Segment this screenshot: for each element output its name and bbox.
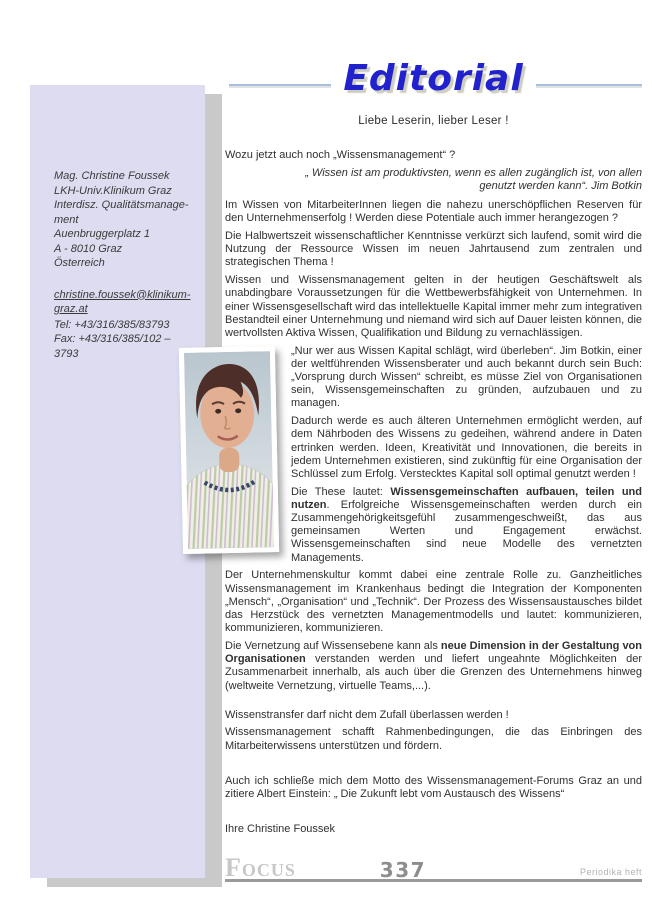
page-footer (225, 850, 642, 882)
article-body (225, 149, 642, 836)
journal-name: Focus (225, 853, 296, 883)
main-column (225, 0, 642, 882)
paragraph: Die Halbwertszeit wissenschaftlicher Kenntnisse verkürzt sich laufend, somit wird die Nutzung der Ressource Wissen im neuen Jahrtausend zum zentralen und strategischen Thema ! (225, 230, 642, 269)
paragraph: Wissensmanagement schafft Rahmenbedingungen, die das Einbringen des Mitarbeiterwissens unterstützen und fördern. (225, 726, 642, 752)
paragraph: Wissen und Wissensmanagement gelten in der heutigen Geschäftswelt als unabdingbare Voraussetzungen für die Wettbewerbsfähigkeit von Unternehmen. In einer Wissensgesellschaft wird das intellektuelle Kapital immer mehr zum integrativen Bestandteil einer Unternehmung und niemand wird sich auf Dauer leisten können, die wertvollsten Aktiva Wissen, Qualifikation und Bildung zu vernachlässigen. (225, 274, 642, 339)
author-fax: Fax: +43/316/385/102 – 3793 (54, 333, 171, 360)
paragraph: „ Wissen ist am produktivsten, wenn es allen zugänglich ist, von allen genutzt werden kann“. Jim Botkin (305, 166, 642, 192)
salutation: Liebe Leserin, lieber Leser ! (358, 115, 509, 127)
masthead (225, 57, 642, 105)
paragraph: Die These lautet: Wissensgemeinschaften aufbauen, teilen und nutzen. Erfolgreiche Wissensgemeinschaften werden durch ein Zusammengehörigkeitsgefühl zusammengeschweißt, das aus gemeinsamen Werten und Engagement erwächst. Wissensgemeinschaften sind neue Modelle des vernetzten Managements. (291, 485, 642, 564)
page-number: 337 (379, 858, 427, 883)
paragraph: Wissenstransfer darf nicht dem Zufall überlassen werden ! (225, 708, 509, 721)
author-info: Mag. Christine Foussek LKH-Univ.Klinikum Graz Interdisz. Qualitätsmanage- ment Auenbruggerplatz 1 A - 8010 Graz Österreich (54, 170, 189, 269)
author-photo (179, 346, 279, 554)
paragraph: Wozu jetzt auch noch „Wissensmanagement“ ? (225, 149, 456, 161)
page-title: Editorial (331, 57, 535, 101)
issue-label: Periodika heft (579, 867, 642, 878)
author-email-link[interactable]: christine.foussek@klinikum-graz.at (54, 288, 191, 315)
author-phone: Tel: +43/316/385/83793 (54, 318, 170, 331)
paragraph: Auch ich schließe mich dem Motto des Wissensmanagement-Forums Graz an und zitiere Albert Einstein: „ Die Zukunft lebt vom Austausch des Wissens“ (225, 774, 642, 801)
portrait-illustration (184, 351, 274, 549)
paragraph: Im Wissen von MitarbeiterInnen liegen die nahezu unerschöpflichen Reserven für den Unternehmenserfolg ! Werden diese Potentiale auch immer herangezogen ? (225, 199, 642, 225)
author-sidebar (30, 85, 205, 878)
paragraph: Dadurch werde es auch älteren Unternehmen ermöglicht werden, auf dem Nährboden des Wissens zu gedeihen, während andere in Daten ertrinken werden. Ideen, Kreativität und Innovationen, die bereits in jedem Unternehmen existieren, sind zukünftig für eine Organisation der Schlüssel zum Erfolg. Verstecktes Kapital soll optimal genutzt werden ! (291, 415, 642, 480)
paragraph: „Nur wer aus Wissen Kapital schlägt, wird überleben“. Jim Botkin, einer der weltführenden Wissensberater und auch bekannt durch sein Buch: „Vorsprung durch Wissen“ schreibt, es müsse Ziel von Organisationen sein, Wissensgemeinschaften zu gründen, aufzubauen und zu managen. (291, 344, 642, 410)
paragraph: Ihre Christine Foussek (225, 823, 336, 836)
paragraph: Die Vernetzung auf Wissensebene kann als neue Dimension in der Gestaltung von Organisationen verstanden werden und liefert ungeahnte Möglichkeiten der Zusammenarbeit innerhalb, als auch über die Grenzen des Unternehmens hinweg (weltweite Vernetzung, virtuelle Teams,...). (225, 639, 642, 692)
author-contact (54, 288, 193, 362)
paragraph: Der Unternehmenskultur kommt dabei eine zentrale Rolle zu. Ganzheitliches Wissensmanagement im Krankenhaus bedingt die Integration der Komponenten „Mensch“, „Organisation“ und „Technik“. Der Prozess des Wissensaustausches bildet das Herzstück des vernetzten Managementmodells und lautet: kommunizieren, kommunizieren, kommunizieren. (225, 569, 642, 635)
